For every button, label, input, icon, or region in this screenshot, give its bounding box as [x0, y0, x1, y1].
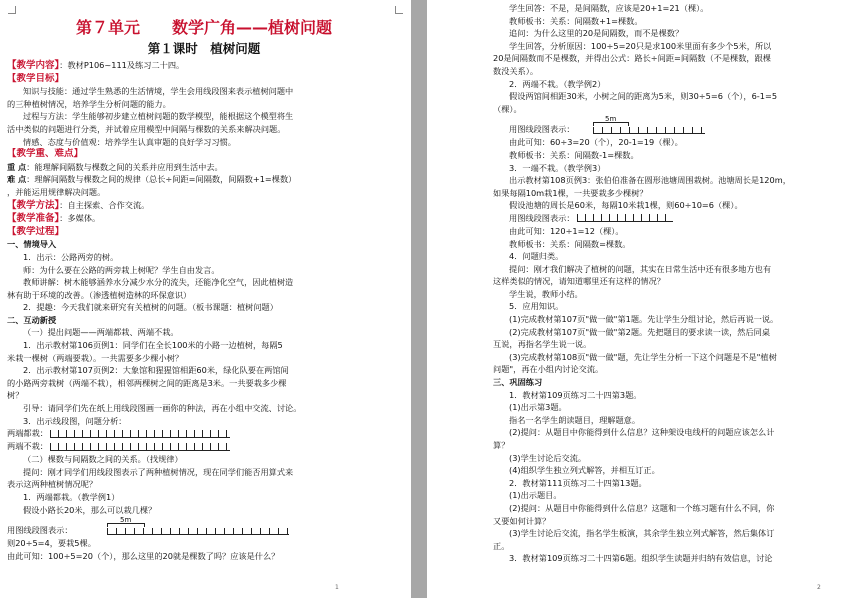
body-line: 指名一名学生朗读题目，理解题意。 [509, 414, 641, 425]
body-line: 米栽一棵树（两端要栽）。一共需要多少棵小树？ [7, 352, 184, 363]
section-heading: 三、巩固练习 [493, 377, 543, 388]
body-line: 由此可知：60÷3=20（个），20-1=19（棵）。 [509, 137, 683, 148]
goal-line: 活中类似的问题进行分类，并试着应用模型中间隔与棵数的关系来解决问题。 [7, 123, 286, 134]
body-line: 师：为什么要在公路的两旁栽上树呢？学生自由发言。 [23, 264, 220, 275]
body-line: 提问：刚才同学们用线段图表示了两种植树情况，现在同学们能否用算式来 [23, 466, 294, 477]
both-ends-diagram: 两端都栽： [7, 427, 401, 440]
body-line: (2)提问：从题目中你能得到什么信息？这种架设电线杆的问题应该怎么计 [509, 427, 775, 438]
crop-mark [395, 6, 403, 14]
body-line: 2．两端不栽。（教学例2） [509, 78, 606, 89]
body-line: 算？ [493, 440, 510, 450]
segment-bar [593, 127, 705, 134]
body-line: 20是间隔数而不是棵数，并得出公式：路长÷间距=间隔数（不是棵数，跟棵 [493, 53, 771, 64]
page-number: 2 [817, 584, 821, 592]
teaching-content: 【教学内容】：教材P106~111及练习二十四。 [7, 60, 185, 71]
body-line: 林有助于环境的改善。（渗透植树造林的环保意识） [7, 289, 192, 300]
body-line: (3)学生讨论后交流，指名学生板演，其余学生独立列式解答，然后集体订 [509, 528, 775, 539]
body-line: 正。 [493, 540, 510, 551]
body-line: 学生回答，分析原因：100÷5=20只是求100米里面有多少个5米，所以 [509, 40, 772, 51]
section-heading: 一、情境导入 [7, 239, 57, 250]
body-line: 假设池塘的周长是60米，每隔10米栽1棵，则60÷10=6（棵）。 [509, 200, 743, 211]
body-line: 1．教材第109页练习二十四第3题。 [509, 389, 642, 400]
body-line: 出示教材第108页例3：张伯伯准备在圆形池塘周围栽树。池塘周长是120m， [509, 175, 791, 186]
goal-line: 过程与方法：学生能够初步建立植树问题的数学模型，能根据这个模型将生 [23, 111, 294, 122]
body-line: 又要如何计算？ [493, 515, 551, 526]
body-line: 2．教材第111页练习二十四第13题。 [509, 477, 647, 488]
lesson-title: 第１课时 植树问题 [147, 41, 261, 56]
difficult-point-cont: ，并能运用规律解决问题。 [7, 186, 106, 197]
body-line: 3．一端不栽。（教学例3） [509, 162, 606, 173]
body-line: （棵）。 [493, 103, 522, 114]
body-line: 树？ [7, 390, 24, 401]
body-line: (1)出示第3题。 [509, 402, 567, 413]
body-line: 问题"，再在小组内讨论交流。 [493, 364, 604, 375]
body-line: 学生回答：不是，是间隔数，应该是20+1=21（棵）。 [509, 3, 709, 13]
body-line: 1．出示：公路两旁的树。 [23, 251, 119, 262]
keypoints-heading: 【教学重、难点】 [7, 148, 84, 160]
body-line: 教师板书：关系：间隔数+1=棵数。 [509, 15, 643, 26]
teaching-method: 【教学方法】：自主探索、合作交流。 [7, 199, 150, 211]
subsection-heading: （二）棵数与间隔数之间的关系。（找规律） [23, 454, 183, 465]
body-line: (3)学生讨论后交流。 [509, 452, 587, 463]
body-line: 这样类似的情况，请知道哪里还有这样的情况？ [493, 276, 665, 287]
body-line: 则20÷5=4，要栽5棵。 [7, 538, 96, 549]
teaching-prep: 【教学准备】：多媒体。 [7, 213, 101, 225]
key-point: 重 点：能理解间隔数与棵数之间的关系并应用到生活中去。 [7, 161, 223, 172]
body-line: 2．出示教材第107页例2：大象馆和猩猩馆相距60米，绿化队要在两馆间 [23, 365, 289, 376]
body-line: (3)完成教材第108页"做一做"题，先让学生分析一下这个问题是不是"植树 [509, 351, 777, 362]
difficult-point: 难 点：理解间隔数与棵数之间的规律（总长÷间距=间隔数，间隔数+1=棵数） [7, 174, 297, 185]
page-number: 1 [335, 584, 339, 592]
body-line: 数没关系）。 [493, 65, 539, 76]
body-line: (4)组织学生独立列式解答，并相互订正。 [509, 465, 660, 476]
crop-mark [8, 6, 16, 14]
body-line: 表示这两种植树情况呢？ [7, 479, 98, 490]
body-line: 教师板书：关系：间隔数-1=棵数。 [509, 149, 639, 160]
body-line: 追问：为什么这里的20是间隔数，而不是棵数？ [509, 28, 684, 39]
body-line: 由此可知：100÷5=20（个），那么这里的20就是棵数了吗？应该是什么？ [7, 550, 280, 561]
body-line: 提问：刚才我们解决了植树的问题，其实在日常生活中还有很多地方也有 [509, 263, 772, 274]
unit-title: 第７单元 数学广角——植树问题 [75, 18, 332, 37]
body-line: 3．教材第109页练习二十四第6题。组织学生读题并归纳有效信息，讨论 [509, 553, 773, 564]
body-line: 3．出示线段图，问题分析： [23, 415, 127, 426]
segment-diagram: 5m 用图线段图表示： [493, 115, 832, 136]
body-line: (1)完成教材第107页"做一做"第1题。先让学生分组讨论，然后再说一说。 [509, 314, 779, 325]
document-page-2 [427, 0, 841, 598]
body-line: 教师板书：关系：间隔数=棵数。 [509, 238, 631, 249]
closed-loop-diagram: 用图线段图表示： [493, 212, 832, 225]
segment-bar [50, 443, 230, 451]
body-line: 引导：请同学们先在纸上用线段图画一画你的种法，再在小组中交流、讨论。 [23, 403, 302, 414]
segment-bar [577, 214, 673, 222]
body-line: 如果每隔10m栽1棵，一共要栽多少棵树？ [493, 187, 648, 198]
body-line: 互说，再指名学生说一说。 [493, 339, 592, 350]
teaching-process-heading: 【教学过程】 [7, 225, 65, 237]
subsection-heading: （一）提出问题——两端都栽、两端不栽。 [23, 327, 179, 338]
neither-end-diagram: 两端不栽： [7, 440, 401, 453]
body-line: 由此可知：120÷1=12（棵）。 [509, 225, 624, 236]
body-line: (2)提问：从题目中你能得到什么信息？这题和一个练习题有什么不同，你 [509, 502, 775, 513]
page-gap [411, 0, 427, 598]
goal-line: 情感、态度与价值观：培养学生认真审题的良好学习习惯。 [23, 136, 236, 147]
goal-line: 知识与技能：通过学生熟悉的生活情境，学生会用线段图来表示植树问题中 [23, 86, 294, 97]
document-page-1 [0, 0, 411, 598]
segment-bar [107, 528, 289, 535]
body-line: 教师讲解：树木能够涵养水分减少水分的流失，还能净化空气，因此植树造 [23, 277, 294, 288]
body-line: 假设两馆间相距30米，小树之间的距离为5米，则30÷5=6（个），6-1=5 [509, 91, 778, 102]
teaching-goals-heading: 【教学目标】 [7, 72, 65, 84]
segment-diagram: 5m 用图线段图表示： [7, 516, 401, 537]
body-line: 4．问题归类。 [509, 251, 564, 262]
body-line: 学生说，教师小结。 [509, 288, 583, 299]
body-line: 2．提趣：今天我们就来研究有关植树的问题。（板书课题：植树问题） [23, 302, 278, 313]
body-line: 1．出示教材第106页例1：同学们在全长100米的小路一边植树，每隔5 [23, 340, 283, 351]
body-line: 假设小路长20米，那么可以栽几棵？ [23, 504, 157, 515]
body-line: (1)出示题目。 [509, 490, 562, 501]
segment-bar [50, 430, 230, 438]
body-line: 1．两端都栽。（教学例1） [23, 492, 120, 502]
body-line: 的小路两旁栽树（两端不栽），相邻两棵树之间的距离是3米。一共要栽多少棵 [7, 377, 287, 388]
body-line: 5．应用知识。 [509, 301, 564, 312]
body-line: (2)完成教材第107页"做一做"第2题。先把题目的要求读一读，然后同桌 [509, 326, 771, 337]
section-heading: 二、互动新授 [7, 314, 57, 325]
goal-line: 的三种植树情况，培养学生分析问题的能力。 [7, 98, 171, 109]
